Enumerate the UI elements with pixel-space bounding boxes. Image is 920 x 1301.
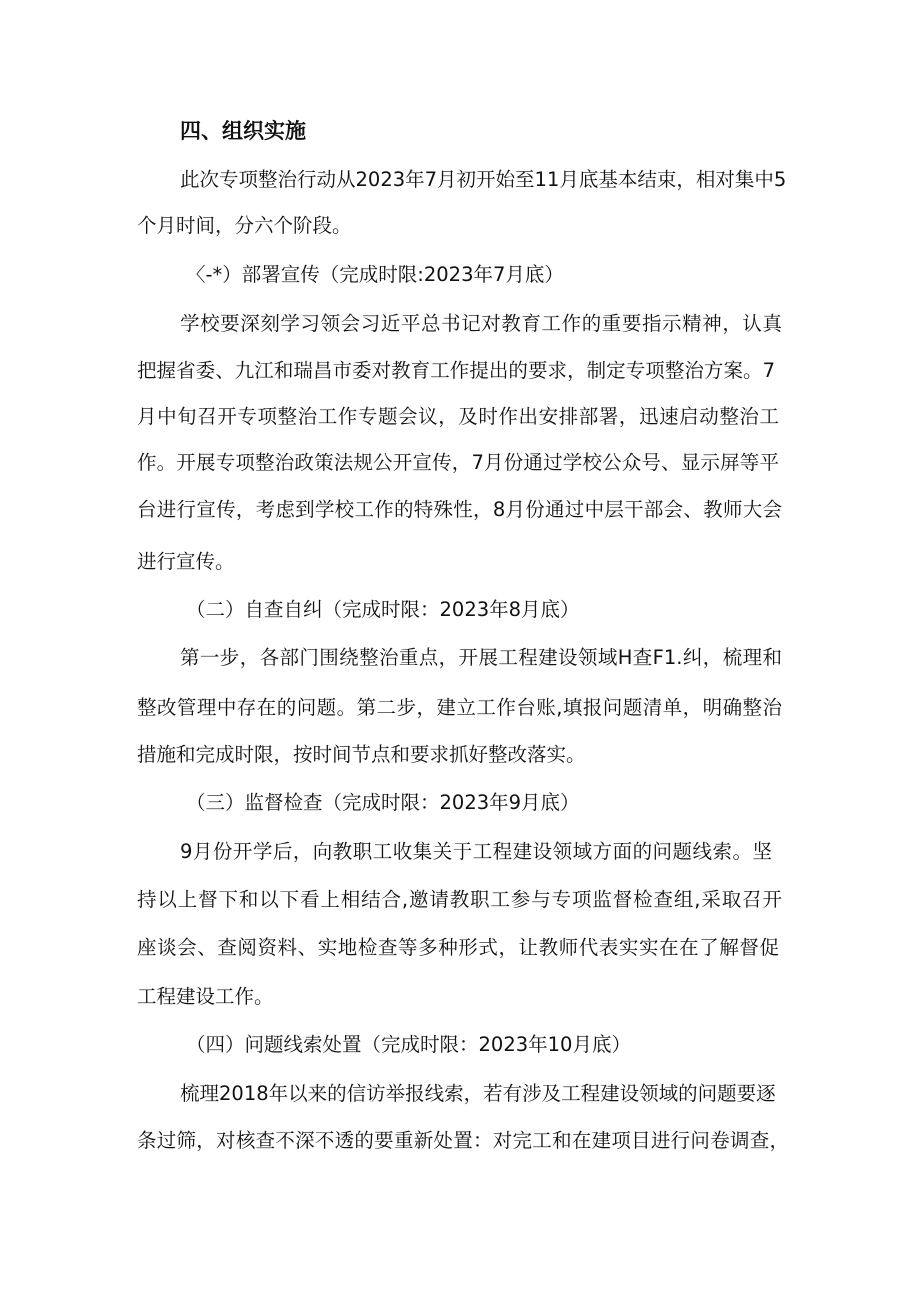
- stage4-line-2: 条过筛，对核查不深不透的要重新处置：对完工和在建项目进行问卷调查，: [137, 1129, 789, 1152]
- stage1-line-5: 台进行宣传，考虑到学校工作的特殊性，8月份通过中层干部会、教师大会: [137, 498, 782, 521]
- stage3-line-1: 9月份开学后，向教职工收集关于工程建设领域方面的问题线索。坚: [180, 840, 772, 863]
- stage2-line-2: 整改管理中存在的问题。第二步，建立工作台账,填报问题清单，明确整治: [137, 696, 782, 719]
- stage2-line-3: 措施和完成时限，按时间节点和要求抓好整改落实。: [137, 743, 586, 766]
- section-title: 四、组织实施: [180, 119, 306, 143]
- stage4-line-1: 梳理2018年以来的信访举报线索，若有涉及工程建设领域的问题要逐: [180, 1082, 776, 1105]
- stage1-line-3: 月中旬召开专项整治工作专题会议，及时作出安排部署，迅速启动整治工: [137, 405, 779, 428]
- stage3-line-3: 座谈会、查阅资料、实地检查等多种形式，让教师代表实实在在了解督促: [137, 936, 779, 959]
- stage3-line-4: 工程建设工作。: [137, 985, 274, 1008]
- stage1-title: 〈-*）部署宣传（完成时限:2023年7月底）: [186, 263, 564, 286]
- intro-line-1: 此次专项整治行动从2023年7月初开始至11月底基本结束，相对集中5: [180, 168, 787, 191]
- stage1-line-4: 作。开展专项整治政策法规公开宣传，7月份通过学校公众号、显示屏等平: [137, 451, 779, 474]
- stage3-title: （三）监督检查（完成时限：2023年9月底）: [186, 791, 580, 814]
- stage4-title: （四）问题线索处置（完成时限：2023年10月底）: [186, 1033, 631, 1056]
- stage1-line-2: 把握省委、九江和瑞昌市委对教育工作提出的要求，制定专项整治方案。7: [137, 359, 775, 382]
- stage1-line-6: 进行宣传。: [137, 550, 235, 573]
- stage2-title: （二）自查自纠（完成时限：2023年8月底）: [186, 598, 580, 621]
- stage3-line-2: 持以上督下和以下看上相结合,邀请教职工参与专项监督检查组,采取召开: [137, 888, 782, 911]
- stage2-line-1: 第一步，各部门围绕整治重点，开展工程建设领域H查F1.纠，梳理和: [180, 646, 782, 669]
- intro-line-2: 个月时间，分六个阶段。: [137, 214, 352, 237]
- stage1-line-1: 学校要深刻学习领会习近平总书记对教育工作的重要指示精神，认真: [180, 312, 782, 335]
